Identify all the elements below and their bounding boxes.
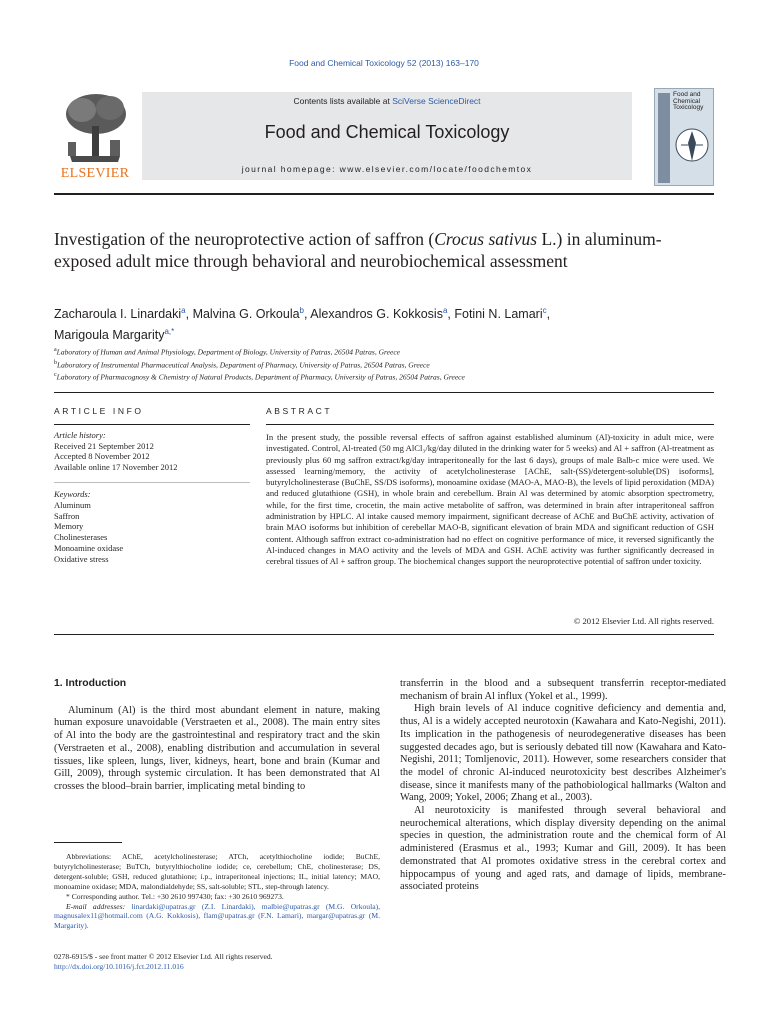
journal-homepage[interactable]: journal homepage: www.elsevier.com/locate/foodchemtox [241, 164, 533, 174]
info-rule [54, 424, 250, 425]
cover-illustration-icon [673, 121, 711, 171]
page-footer [54, 952, 380, 972]
elsevier-logo[interactable] [54, 88, 136, 186]
keyword: Saffron [54, 510, 80, 521]
keyword: Cholinesterases [54, 532, 108, 543]
keyword: Aluminum [54, 499, 91, 510]
abstract-end-rule [54, 634, 714, 635]
author[interactable]: Malvina G. Orkoula [192, 307, 300, 322]
footnote-rule [54, 842, 122, 843]
journal-banner [142, 92, 632, 180]
affiliations [54, 345, 714, 383]
abbreviations-footnote: Abbreviations: AChE, acetylcholinesterase; ATCh, acetylthiocholine iodide; BuChE, butyrylcholinesterase; BuTCh, butyrylthiocholine iodide; ce, cerebellum; ChE, cholinesterase; DS, detergent-soluble; GSH, reduced glutathione; i.p., intraperitoneal injections; IL, initial latency; MAO, monoamine oxidase; MDA, malondialdehyde; SS, salt-soluble; STL, step-through latency. [54, 852, 380, 891]
affiliation: $^a$Laboratory of Human and Animal Physiology, Department of Biology, University of Patras, 26504 Patras, Greece [54, 347, 400, 357]
email-footnote: E-mail addresses: linardaki@upatras.gr (Z.I. Linardaki), malbie@upatras.gr (M.G. Orkoula), magnusalex11@hotmail.com (A.G. Kokkosis), flam@upatras.gr (F.N. Lamari), margar@upatras.gr (M. Margarity). [54, 901, 381, 931]
affiliation: $^b$Laboratory of Instrumental Pharmaceutical Analysis, Department of Pharmacy, University of Patras, 26504 Patras, Greece [54, 359, 430, 369]
paragraph: transferrin in the blood and a subsequent transferrin receptor-mediated mechanism of brain Al influx (Yokel et al., 1999). [400, 678, 726, 702]
paragraph: High brain levels of Al induce cognitive deficiency and dementia and, thus, Al is a widely accepted neurotoxin (Kawahara and Kato-Negishi, 2011). Its implication in the pathogenesis of neurodegenerative diseases has been suggested decades ago, but is seriously debated till now (Kawahara and Kato-Negishi, 2011; Tomljenovic, 2011). However, some researchers consider that the model of chronic Al-induced neurotoxicity best describes Alzheimer's disease, since it manifests many of the pathobiological hallmarks (Walton and Wang, 2009; Yokel, 2006; Zhang et al., 2003). [400, 703, 726, 804]
keyword: Memory [54, 521, 84, 532]
abstract-rule [266, 424, 714, 425]
author[interactable]: Alexandros G. Kokkosis [310, 307, 443, 322]
author[interactable]: Fotini N. Lamari [454, 307, 543, 322]
publisher-name: ELSEVIER [60, 166, 130, 181]
author[interactable]: Marigoula Margarity [54, 328, 165, 343]
journal-title: Food and Chemical Toxicology [264, 122, 510, 142]
doi-link[interactable]: http://dx.doi.org/10.1016/j.fct.2012.11.016 [54, 962, 184, 971]
corresponding-author-footnote: * Corresponding author. Tel.: +30 2610 997430; fax: +30 2610 969273. [66, 891, 284, 901]
paragraph: Aluminum (Al) is the third most abundant element in nature, making human exposure unavoidable (Verstraeten et al., 2008). The main entry sites of Al into the body are the gastrointestinal and respiratory tract and the skin (Verstraeten et al., 2008), enabling distribution and accumulation in several tissues, like spleen, lungs, liver, kidneys, heart, bone and brain (Kumar and Gill, 2009), through systemic circulation. It has been demonstrated that Al crosses the blood–brain barrier, implicating metal binding to [54, 704, 380, 792]
affiliation: $^c$Laboratory of Pharmacognosy & Chemistry of Natural Products, Department of Pharmacy, University of Patras, 26504 Patras, Greece [54, 372, 465, 382]
article-history: Article history: Received 21 September 2012 Accepted 8 November 2012 Available online 17 November 2012 [54, 430, 178, 472]
abstract-copyright: © 2012 Elsevier Ltd. All rights reserved. [573, 616, 714, 626]
contents-line: Contents lists available at SciVerse ScienceDirect [293, 96, 481, 106]
sciencedirect-link[interactable]: SciVerse ScienceDirect [392, 96, 481, 106]
keyword: Monoamine oxidase [54, 542, 124, 553]
abstract-text: In the present study, the possible reversal effects of saffron against established aluminum (Al)-toxicity in adult mice, were investigated. Control, Al-treated (50 mg AlCl₃/kg/day diluted in the drinking water for 5 weeks) and Al + saffron (Al-treatment as previously plus 60 mg saffron extract/kg/day intraperitoneally for the last 6 days), groups of male Balb-c mice were used. We assessed learning/memory, the activity of acetylcholinesterase [AChE, salt-(SS)/detergent-soluble(DS) isoforms], butyrylcholinesterase (BuChE, SS/DS isoforms), monoamine oxidase (MAO-A, MAO-B), the levels of lipid peroxidation (MDA) and reduced glutathione (GSH), in whole brain and cerebellum. Brain Al was determined by atomic absorption spectrometry, while, for the first time, crocetin, the main active metabolite of saffron, was determined in brain after intraperitoneal saffron administration by HPLC. Al intake caused memory impairment, significant decrease of AChE and BuChE activity, activation of brain MAO isoforms but inhibition of cerebellar MAO-B, significant elevation of brain MDA and significant reduction of GSH content. Although saffron extract co-administration had no effect on cognitive performance of mice, it reversed significantly the Al-induced changes in MAO activity and the levels of MDA and GSH. AChE activity was further significantly decreased in cerebral tissues of Al + saffron group. The biochemical changes support the neuroprotective potential of saffron under toxicity. [266, 432, 714, 567]
elsevier-tree-icon [60, 90, 130, 164]
body-column-right [400, 678, 726, 894]
abstract-heading: ABSTRACT [266, 406, 333, 416]
header-rule [54, 193, 714, 195]
cover-strip [658, 93, 670, 183]
keyword: Oxidative stress [54, 553, 109, 564]
journal-cover[interactable] [654, 88, 714, 186]
article-title: Investigation of the neuroprotective action of saffron (Crocus sativus L.) in aluminum-exposed adult mice through behavioral and neurobiochemical assessment [54, 229, 662, 271]
footnotes [54, 852, 380, 931]
info-divider [54, 482, 250, 483]
email-links[interactable]: linardaki@upatras.gr (Z.I. Linardaki), malbie@upatras.gr (M.G. Orkoula), magnusalex11@hotmail.com (A.G. Kokkosis), flam@upatras.gr (F.N. Lamari), margar@upatras.gr (M. Margarity). [54, 901, 381, 931]
body-column-left [54, 678, 380, 794]
keywords: Keywords: Aluminum Saffron Memory Cholinesterases Monoamine oxidase Oxidative stress [54, 489, 250, 565]
journal-reference[interactable]: Food and Chemical Toxicology 52 (2013) 163–170 [289, 58, 479, 68]
author-list: Zacharoula I. Linardaki$^a$, Malvina G. Orkoula$^b$, Alexandros G. Kokkosis$^a$, Fotini N. Lamari$^c$, Marigoula Margarity$^{a,*}$ [54, 306, 551, 343]
introduction-heading: 1. Introduction [54, 678, 127, 689]
issn-line: 0278-6915/$ - see front matter © 2012 Elsevier Ltd. All rights reserved. [54, 952, 273, 961]
author[interactable]: Zacharoula I. Linardaki [54, 307, 182, 322]
paragraph: Al neurotoxicity is manifested through several behavioral and neurochemical alterations, which display diversity depending on the animal species in question, the administration route and the chemical form of Al administered (Erasmus et al., 1993; Kumar and Gill, 2009). It has been demonstrated that Al promotes oxidative stress in the cerebral cortex and hippocampus of young and aged rats, and damage of lipids, membrane-associated proteins [400, 805, 726, 893]
masthead [54, 88, 714, 186]
article-info-heading: ARTICLE INFO [54, 406, 144, 416]
cover-title: Food and Chemical Toxicology [673, 91, 704, 111]
section-rule [54, 392, 714, 393]
